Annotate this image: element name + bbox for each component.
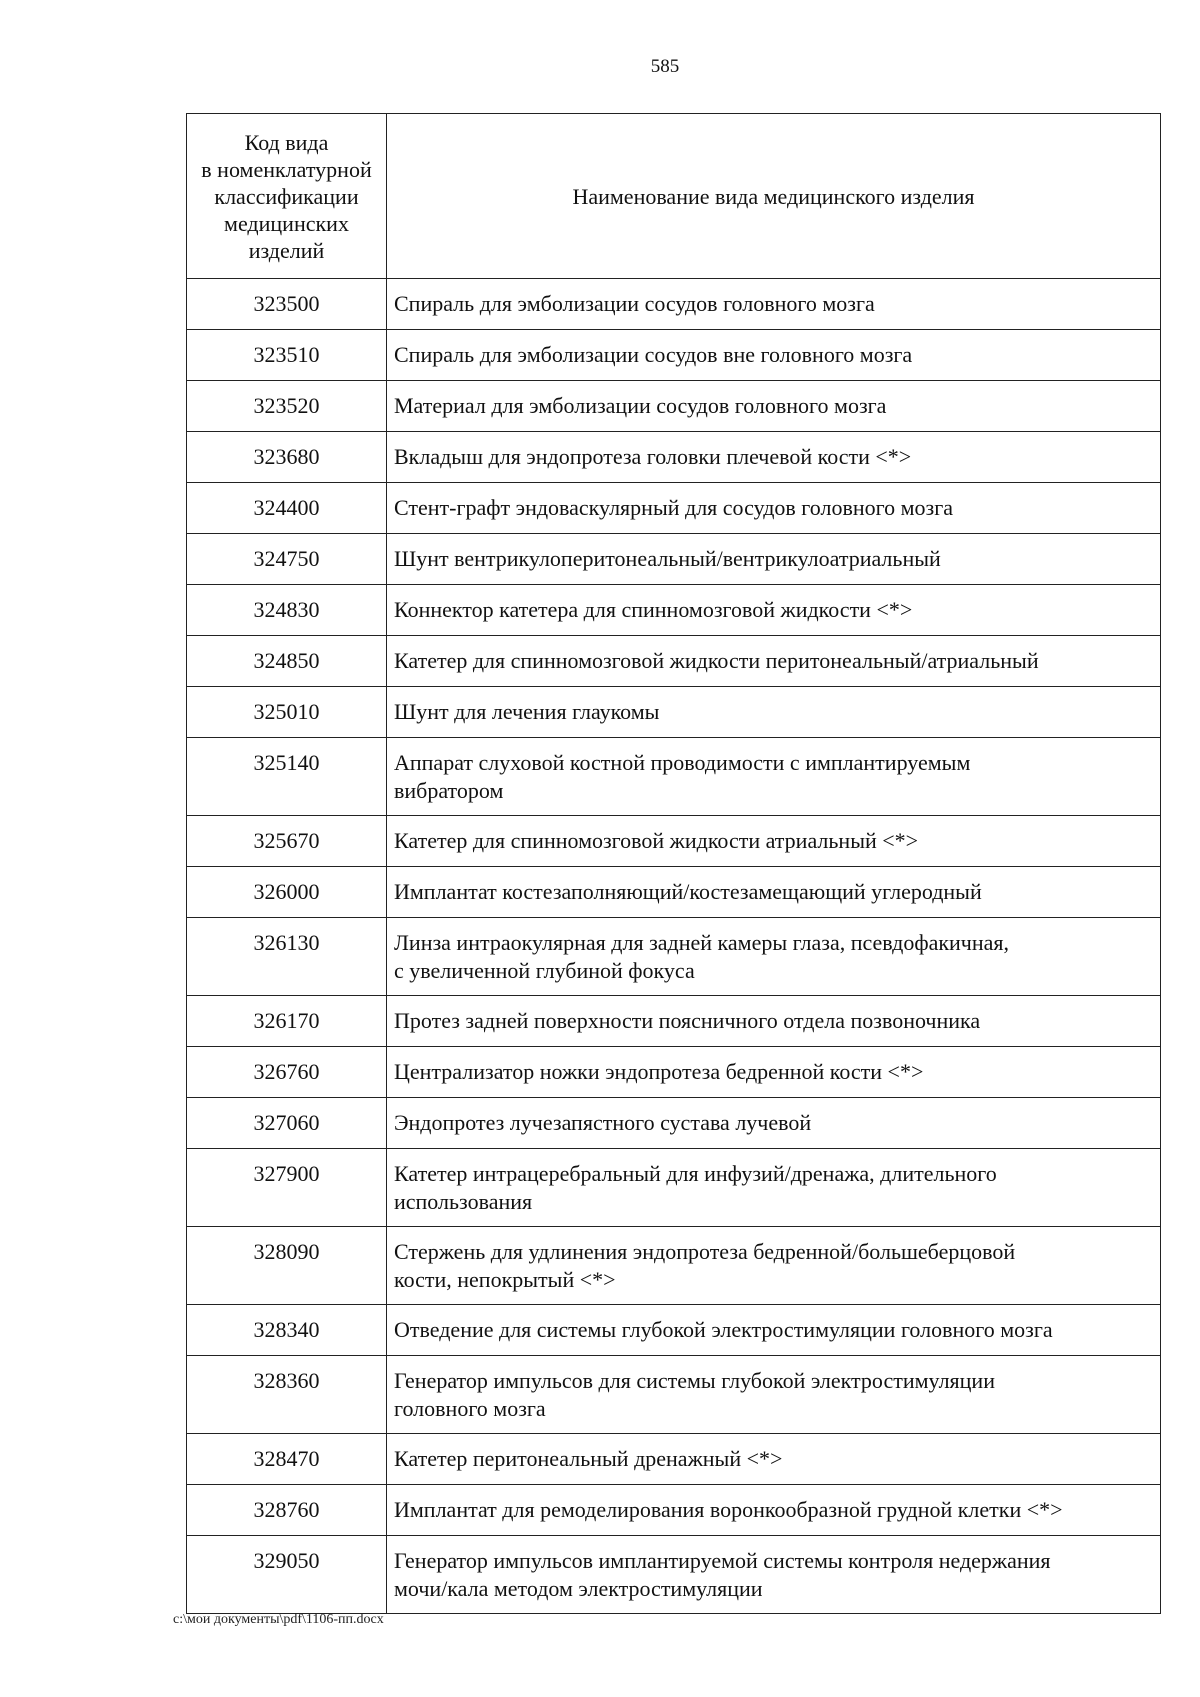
table-row [187,738,1161,816]
device-name: Спираль для эмболизации сосудов головного мозга [387,279,1161,330]
device-name: Катетер перитонеальный дренажный <*> [387,1434,1161,1485]
device-code: 324830 [187,585,387,636]
table-row [187,687,1161,738]
device-code: 325670 [187,816,387,867]
device-code: 325140 [187,738,387,816]
page-number: 585 [650,56,680,77]
table-row [187,1305,1161,1356]
device-code: 328470 [187,1434,387,1485]
device-code: 329050 [187,1536,387,1614]
device-name: Генератор импульсов имплантируемой системы контроля недержания мочи/кала методом электростимуляции [387,1536,1161,1614]
device-code: 324850 [187,636,387,687]
table-row [187,816,1161,867]
device-name: Шунт вентрикулоперитонеальный/вентрикулоатриальный [387,534,1161,585]
table-row [187,381,1161,432]
header-code-line1: Код вида [244,129,329,155]
device-name: Материал для эмболизации сосудов головного мозга [387,381,1161,432]
device-name: Аппарат слуховой костной проводимости с имплантируемым вибратором [387,738,1161,816]
device-code: 328760 [187,1485,387,1536]
device-code: 324400 [187,483,387,534]
device-name: Стент-графт эндоваскулярный для сосудов головного мозга [387,483,1161,534]
table-row [187,867,1161,918]
table-row [187,279,1161,330]
device-code: 325010 [187,687,387,738]
header-code [187,114,387,279]
table-row [187,330,1161,381]
device-name: Имплантат костезаполняющий/костезамещающий углеродный [387,867,1161,918]
table-row [187,1536,1161,1614]
device-code: 326130 [187,918,387,996]
device-name: Централизатор ножки эндопротеза бедренной кости <*> [387,1047,1161,1098]
device-code: 328090 [187,1227,387,1305]
device-name: Протез задней поверхности поясничного отдела позвоночника [387,996,1161,1047]
table-row [187,585,1161,636]
device-code: 323500 [187,279,387,330]
device-name: Шунт для лечения глаукомы [387,687,1161,738]
table-row [187,534,1161,585]
device-name: Катетер для спинномозговой жидкости атриальный <*> [387,816,1161,867]
device-name: Катетер интрацеребральный для инфузий/дренажа, длительного использования [387,1149,1161,1227]
device-code: 323680 [187,432,387,483]
table-row [187,483,1161,534]
device-name: Коннектор катетера для спинномозговой жидкости <*> [387,585,1161,636]
table-row [187,1434,1161,1485]
device-code: 327060 [187,1098,387,1149]
table-row [187,918,1161,996]
device-name: Спираль для эмболизации сосудов вне головного мозга [387,330,1161,381]
device-name: Катетер для спинномозговой жидкости перитонеальный/атриальный [387,636,1161,687]
device-name: Стержень для удлинения эндопротеза бедренной/большеберцовой кости, непокрытый <*> [387,1227,1161,1305]
table-row [187,1098,1161,1149]
device-name: Имплантат для ремоделирования воронкообразной грудной клетки <*> [387,1485,1161,1536]
device-code: 328340 [187,1305,387,1356]
header-name: Наименование вида медицинского изделия [387,114,1161,279]
device-name: Линза интраокулярная для задней камеры глаза, псевдофакичная, с увеличенной глубиной фокуса [387,918,1161,996]
device-name: Генератор импульсов для системы глубокой электростимуляции головного мозга [387,1356,1161,1434]
table-row [187,1149,1161,1227]
device-code: 323510 [187,330,387,381]
device-code: 326170 [187,996,387,1047]
table-row [187,1485,1161,1536]
device-code: 327900 [187,1149,387,1227]
table-row [187,1047,1161,1098]
table-row [187,1356,1161,1434]
table-row [187,432,1161,483]
medical-devices-table [186,113,1161,1614]
device-code: 326000 [187,867,387,918]
table-row [187,996,1161,1047]
table-header-row [187,114,1161,279]
device-name: Отведение для системы глубокой электростимуляции головного мозга [387,1305,1161,1356]
table-row [187,636,1161,687]
footer-file-path: c:\мои документы\pdf\1106-пп.docx [173,1612,384,1627]
device-code: 323520 [187,381,387,432]
table-row [187,1227,1161,1305]
device-code: 326760 [187,1047,387,1098]
device-code: 324750 [187,534,387,585]
device-name: Вкладыш для эндопротеза головки плечевой кости <*> [387,432,1161,483]
device-name: Эндопротез лучезапястного сустава лучевой [387,1098,1161,1149]
device-code: 328360 [187,1356,387,1434]
header-code-rest: в номенклатурной классификации медицинских изделий [201,156,372,263]
